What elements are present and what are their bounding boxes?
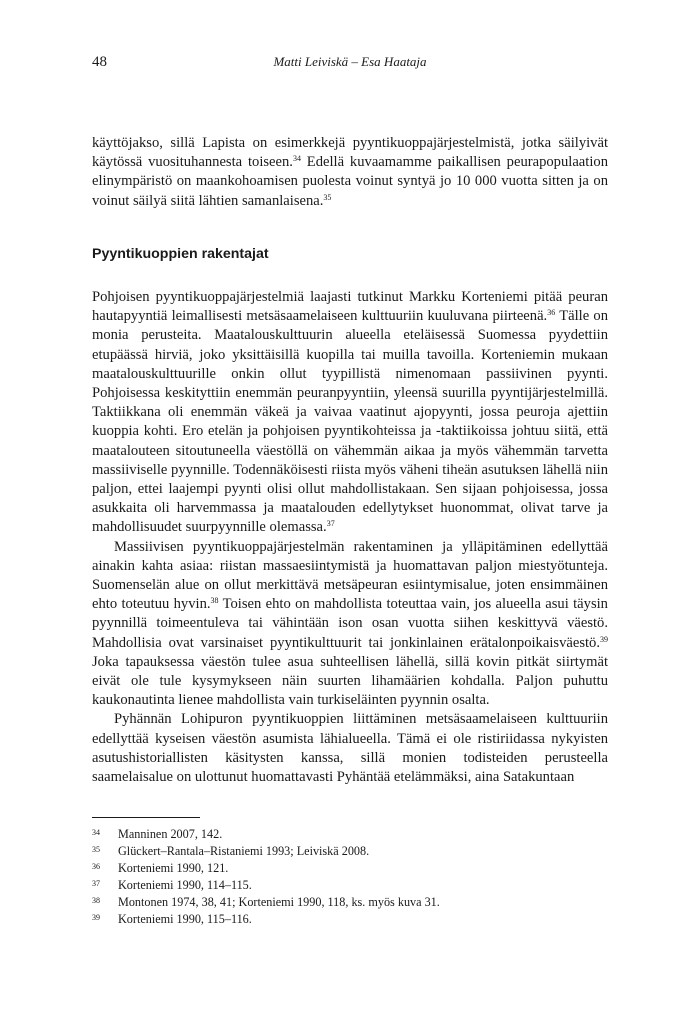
page-header <box>92 54 608 74</box>
footnote: 38 Montonen 1974, 38, 41; Korteniemi 1990, 118, ks. myös kuva 31. <box>92 895 440 909</box>
body-paragraph-2: Pohjoisen pyyntikuoppajärjestelmiä laajasti tutkinut Markku Korteniemi pitää peuran hautapyyntiä leimallisesti metsäsaamelaiseen kulttuuriin kuuluvana piirteenä.$^{36}$ Tälle on monia perusteita. Maatalouskulttuurin alueella eteläisessä Suomessa pyydettiin etupäässä hirviä, joko yksittäisillä kuopilla tai muilla tavoilla. Korteniemin mukaan maatalouskulttuurille onkin ollut tyypillistä nimenomaan passiivinen pyynti. Pohjoisessa keskityttiin enemmän peuranpyyntiin, yleensä suurilla pyyntijärjestelmillä. Taktiikkana oli enemmän väkeä ja vaivaa vaatinut ajopyynti, jossa peuroja ajettiin kuoppia kohti. Ero etelän ja pohjoisen pyyntikohteissa ja -taktiikoissa johtuu siitä, että maatalouteen sitoutuneella väestöllä on vähemmän aikaa ja myös vähemmän tarvetta massiiviselle pyynnille. Todennäköisesti riista myös väheni tiheän asutuksen lähellä niin paljon, ettei laajempi pyynti olisi ollut mahdollistakaan. Sen sijaan pohjoisessa, jossa asukkaita oli harvemmassa ja maatalouden edellytykset huonommat, olivat tarve ja mahdollisuudet suurpyynnille olemassa.$^{37}$ <box>92 289 608 536</box>
body-paragraph-3: Massiivisen pyyntikuoppajärjestelmän rakentaminen ja ylläpitäminen edellyttää ainakin kahta asiaa: riistan massaesiintymistä ja huomattavan paljon miestyötunteja. Suomenselän alue on ollut merkittävä metsäpeuran esiintymisalue, joten ensimmäinen ehto toteutuu hyvin.$^{38}$ Toisen ehto on mahdollista toteuttaa vain, jos alueella asui täysin pyynnillä toimeentuleva tai vähintään ison osan vuotta siihen keskittyvä väestö. Mahdollisia ovat varsinaiset pyyntikulttuurit tai jonkinlainen erätalonpoikaisväestö.$^{39}$ Joka tapauksessa väestön tulee asua suhteellisen lähellä, sillä kovin pitkät siirtymät eivät ole tule kysymykseen näin suurten lihamäärien kohdalla. Paljon puhuttu kaukonautinta lienee mahdollista vain turkiseläinten pyynnin osalta. <box>92 538 608 709</box>
footnote-ref[interactable]: 38 <box>210 596 219 606</box>
footnote-ref[interactable]: 34 <box>292 154 301 164</box>
running-head: Matti Leiviskä – Esa Haataja <box>273 54 427 69</box>
page-number: 48 <box>92 54 107 70</box>
footnote: 39 Korteniemi 1990, 115–116. <box>92 912 252 926</box>
footnote: 36 Korteniemi 1990, 121. <box>92 861 229 875</box>
footnote: 37 Korteniemi 1990, 114–115. <box>92 878 252 892</box>
body-paragraph-4: Pyhännän Lohipuron pyyntikuoppien liittäminen metsäsaamelaiseen kulttuuriin edellyttää kyseisen väestön asumista lähialueella. Tämä ei ole ristiriidassa nykyisten asutushistoriallisten käsitysten kanssa, sillä monien todisteiden perusteella saamelaisalue on ulottunut huomattavasti Pyhäntää etelämmäksi, aina Satakuntaan <box>92 711 608 786</box>
footnote: 34 Manninen 2007, 142. <box>92 827 223 841</box>
footnote-ref[interactable]: 36 <box>547 308 556 318</box>
section-body <box>92 288 608 787</box>
footnotes <box>92 826 608 928</box>
footnote-ref[interactable]: 35 <box>323 192 332 202</box>
footnote: 35 Glückert–Rantala–Ristaniemi 1993; Leiviskä 2008. <box>92 844 370 858</box>
footnote-divider <box>92 817 200 818</box>
footnote-ref[interactable]: 39 <box>600 634 608 644</box>
section-heading: Pyyntikuoppien rakentajat <box>92 246 269 262</box>
body-paragraph-1: käyttöjakso, sillä Lapista on esimerkkejä pyyntikuoppajärjestelmistä, jotka säilyivät käytössä vuosituhannesta toiseen.$^{34}$ Edellä kuvaamamme paikallisen peurapopulaation elinympäristö on maankohoamisen puolesta voinut syntyä jo 10 000 vuotta sitten ja on voinut säilyä siitä lähtien samanlaisena.$^{35}$ <box>92 135 608 209</box>
footnote-ref[interactable]: 37 <box>326 519 335 529</box>
